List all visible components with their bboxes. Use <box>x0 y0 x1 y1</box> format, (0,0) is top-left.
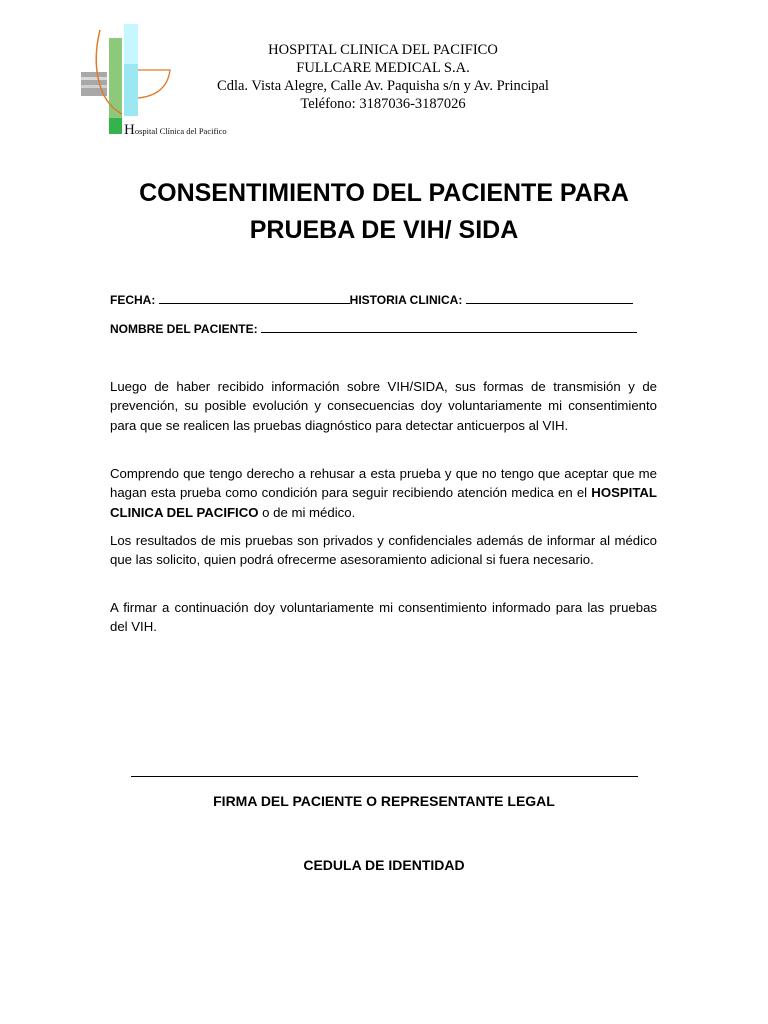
company-name: FULLCARE MEDICAL S.A. <box>296 60 470 76</box>
fecha-historia-row <box>110 292 633 307</box>
firma-label: FIRMA DEL PACIENTE O REPRESENTANTE LEGAL <box>213 793 555 809</box>
fecha-label: FECHA: <box>110 293 156 307</box>
signature-line[interactable] <box>131 776 638 777</box>
paragraph-2-text-b: o de mi médico. <box>258 504 356 520</box>
paragraph-2 <box>110 464 657 522</box>
title-line-1: CONSENTIMIENTO DEL PACIENTE PARA <box>139 179 629 207</box>
paragraph-3: Los resultados de mis pruebas son privados y confidenciales además de informar al médico que las solicito, quien podrá ofrecerme asesoramiento adicional si fuera necesario. <box>110 533 657 568</box>
paragraph-2-text-a: Comprendo que tengo derecho a rehusar a esta prueba y que no tengo que aceptar que me hagan esta prueba como condición para seguir recibiendo atención medica en el <box>110 466 657 501</box>
letterhead <box>200 41 566 113</box>
fecha-blank[interactable] <box>159 292 350 304</box>
logo-caption: Hospital Clínica del Pacifico <box>124 122 227 138</box>
nombre-paciente-label: NOMBRE DEL PACIENTE: <box>110 322 258 336</box>
paragraph-1: Luego de haber recibido información sobre VIH/SIDA, sus formas de transmisión y de prevención, su posible evolución y consecuencias doy voluntariamente mi consentimiento para que se realicen las pruebas diagnóstico para detectar anticuerpos al VIH. <box>110 379 657 433</box>
paragraph-4: A firmar a continuación doy voluntariamente mi consentimiento informado para las pruebas del VIH. <box>110 600 657 635</box>
historia-clinica-label: HISTORIA CLINICA: <box>349 293 463 307</box>
paragraph-2-hospital-name: HOSPITAL CLINICA DEL PACIFICO <box>110 485 657 520</box>
hospital-phone: Teléfono: 3187036-3187026 <box>300 96 466 112</box>
document-title <box>80 175 688 249</box>
historia-clinica-blank[interactable] <box>466 292 633 304</box>
cedula-label: CEDULA DE IDENTIDAD <box>303 857 465 873</box>
hospital-name: HOSPITAL CLINICA DEL PACIFICO <box>268 42 498 58</box>
nombre-paciente-blank[interactable] <box>261 321 637 333</box>
hospital-address: Cdla. Vista Alegre, Calle Av. Paquisha s/n y Av. Principal <box>217 78 549 94</box>
nombre-row <box>110 321 637 336</box>
title-line-2: PRUEBA DE VIH/ SIDA <box>249 216 519 244</box>
